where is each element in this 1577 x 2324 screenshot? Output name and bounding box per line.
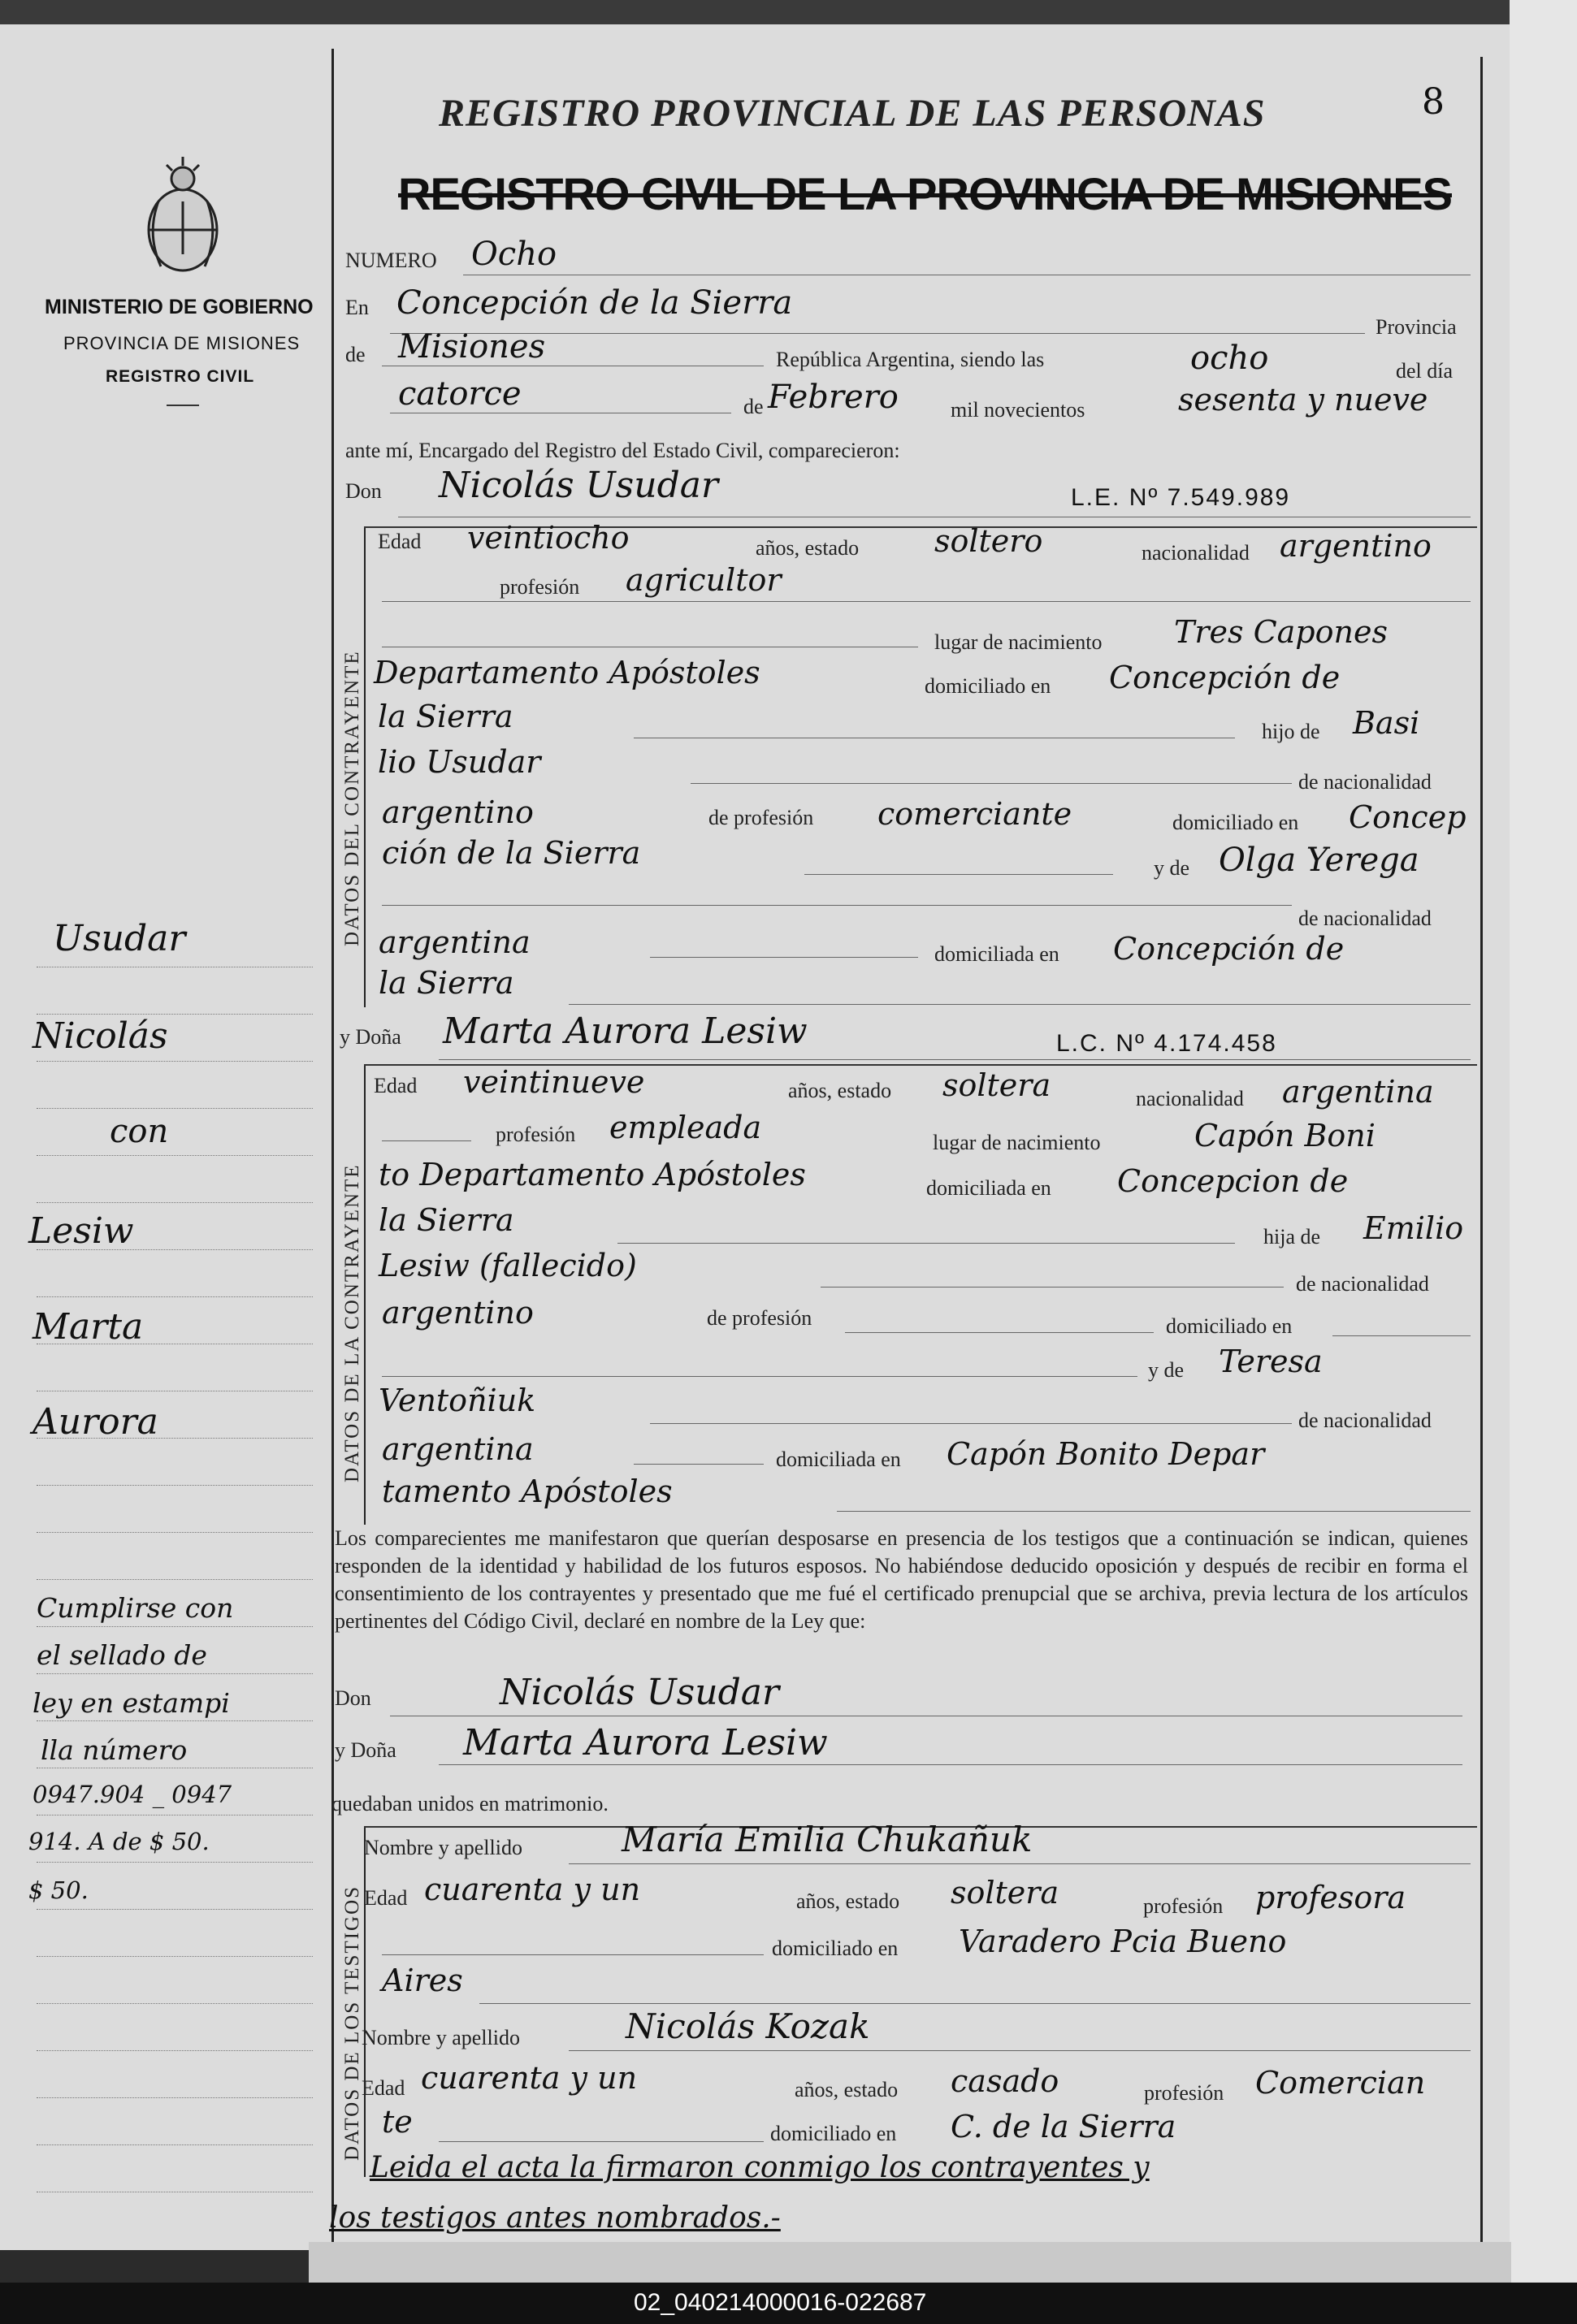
- bride-bracket: [364, 1066, 366, 1525]
- label-don: Don: [335, 1686, 371, 1710]
- field-padre-2: lio Usudar: [378, 744, 541, 780]
- field-novia-dom: Concepcion de: [1117, 1163, 1349, 1199]
- label-de-mes: de: [743, 395, 764, 418]
- field-novia-edad: veintinueve: [463, 1064, 645, 1100]
- field-t2-estado: casado: [951, 2063, 1059, 2099]
- field-novia-estado: soltera: [942, 1067, 1051, 1103]
- rule: [382, 905, 1292, 906]
- field-novia-lugar-nac-2: to Departamento Apóstoles: [379, 1157, 806, 1192]
- label-domiciliado-en: domiciliado en: [772, 1937, 899, 1960]
- label-nacionalidad: nacionalidad: [1142, 541, 1250, 565]
- label-de-nacionalidad: de nacionalidad: [1298, 907, 1432, 930]
- margin-dotted-line: [37, 1579, 313, 1580]
- label-de: de: [345, 343, 366, 366]
- label-y-de: y de: [1148, 1358, 1185, 1382]
- margin-dotted-line: [37, 1626, 313, 1627]
- field-t1-nombre: María Emilia Chukañuk: [622, 1820, 1033, 1859]
- rule: [439, 1764, 1462, 1765]
- rule: [617, 1243, 1235, 1244]
- margin-dotted-line: [37, 1249, 313, 1250]
- field-madre-novia-dom-2: tamento Apóstoles: [382, 1474, 673, 1509]
- label-anos-estado: años, estado: [796, 1889, 900, 1913]
- scanner-bottom-edge: [309, 2242, 1511, 2283]
- field-madre-novia-1: Teresa: [1219, 1344, 1323, 1379]
- label-don: Don: [345, 479, 382, 503]
- field-provincia: Misiones: [398, 328, 546, 366]
- rule: [439, 2141, 764, 2142]
- label-en: En: [345, 296, 369, 319]
- field-novia-nac: argentina: [1282, 1074, 1434, 1110]
- margin-dotted-line: [37, 1202, 313, 1203]
- field-madre-dom-2: la Sierra: [379, 965, 514, 1001]
- label-mil: mil novecientos: [951, 398, 1085, 422]
- label-profesion: profesión: [1144, 2081, 1224, 2105]
- field-t2-edad: cuarenta y un: [421, 2060, 638, 2096]
- margin-dotted-line: [37, 1438, 313, 1439]
- field-t1-estado: soltera: [951, 1875, 1059, 1911]
- rule: [634, 1464, 764, 1465]
- field-t2-prof-2: te: [382, 2104, 413, 2140]
- rule: [821, 1287, 1284, 1288]
- section-label-groom: DATOS DEL CONTRAYENTE: [341, 650, 363, 946]
- rule: [382, 1140, 471, 1141]
- field-numero: Ocho: [471, 236, 557, 273]
- label-edad: Edad: [378, 530, 422, 553]
- label-domiciliado-en: domiciliado en: [1172, 811, 1299, 834]
- margin-dotted-line: [37, 1532, 313, 1533]
- label-domiciliada-en: domiciliada en: [934, 942, 1059, 966]
- rule: [382, 1954, 764, 1955]
- field-padre-1: Basi: [1353, 705, 1420, 741]
- field-t1-edad: cuarenta y un: [424, 1872, 641, 1907]
- label-del-dia: del día: [1396, 359, 1454, 383]
- label-de-nacionalidad: de nacionalidad: [1298, 1409, 1432, 1432]
- label-nombre-apellido: Nombre y apellido: [364, 1836, 522, 1859]
- margin-name: Aurora: [32, 1401, 158, 1443]
- label-numero: NUMERO: [345, 249, 437, 272]
- field-novio: Nicolás Usudar: [439, 465, 719, 506]
- field-t1-dom-1: Varadero Pcia Bueno: [959, 1924, 1287, 1959]
- field-novio-dom: Concepción de: [1109, 660, 1341, 695]
- label-domiciliado-en: domiciliado en: [770, 2122, 897, 2145]
- margin-dotted-line: [37, 1673, 313, 1674]
- rule: [804, 874, 1113, 875]
- ministry-label: MINISTERIO DE GOBIERNO: [45, 296, 314, 318]
- rule: [382, 1376, 1137, 1377]
- rule: [479, 2003, 1471, 2004]
- margin-dotted-line: [37, 2050, 313, 2051]
- groom-bracket: [364, 528, 366, 1007]
- margin-note-line: el sellado de: [37, 1639, 207, 1671]
- field-novia-prof: empleada: [609, 1110, 762, 1145]
- section-label-bride: DATOS DE LA CONTRAYENTE: [341, 1163, 363, 1482]
- section-label-witnesses: DATOS DE LOS TESTIGOS: [341, 1885, 363, 2161]
- field-t1-dom-2: Aires: [382, 1963, 463, 1998]
- field-novio-prof: agricultor: [626, 562, 782, 598]
- field-decl-dona: Marta Aurora Lesiw: [463, 1722, 828, 1764]
- rule: [1332, 1335, 1471, 1336]
- margin-dotted-line: [37, 1862, 313, 1863]
- rule: [650, 957, 918, 958]
- field-madre-dom-1: Concepción de: [1113, 931, 1345, 967]
- field-novia: Marta Aurora Lesiw: [443, 1011, 808, 1052]
- margin-note-line: 0947.904 _ 0947: [32, 1781, 232, 1808]
- closing-line: los testigos antes nombrados.-: [329, 2201, 781, 2235]
- label-profesion: profesión: [496, 1123, 576, 1146]
- legal-paragraph: Los comparecientes me manifestaron que querían desposarse en presencia de los testigos que a continuación se indican, quienes responden de la identidad y habilidad de los futuros esposos. No habiéndose deducido oposición y después de recibir en forma el consentimiento de los contrayentes y presentado que me fué el certificado prenupcial que se archiva, previa lectura de los artículos pertinentes del Código Civil, declaré en nombre de la Ley que:: [335, 1526, 1468, 1633]
- label-hijo-de: hijo de: [1262, 720, 1320, 743]
- label-anos-estado: años, estado: [788, 1079, 892, 1102]
- field-madre-novia-dom-1: Capón Bonito Depar: [947, 1436, 1265, 1472]
- margin-dotted-line: [37, 2144, 313, 2145]
- label-profesion: profesión: [1143, 1894, 1224, 1918]
- field-padre-dom-1: Concep: [1349, 799, 1467, 835]
- label-ante: ante mí, Encargado del Registro del Estado Civil, comparecieron:: [345, 439, 900, 462]
- margin-note-line: 914. A de $ 50.: [28, 1828, 210, 1855]
- field-padre-nac: argentino: [382, 794, 534, 830]
- rule: [569, 1004, 1471, 1005]
- label-quedaban: quedaban unidos en matrimonio.: [331, 1792, 609, 1815]
- label-y-dona: y Doña: [335, 1738, 396, 1762]
- witnesses-bracket: [364, 1828, 366, 2177]
- left-margin-rule: [331, 49, 334, 2242]
- margin-dotted-line: [37, 1155, 313, 1156]
- rule: [837, 1511, 1471, 1512]
- label-y-dona: y Doña: [340, 1025, 401, 1049]
- field-madre-novia-nac: argentina: [382, 1431, 534, 1467]
- field-padre-novia-1: Emilio: [1363, 1210, 1464, 1246]
- label-domiciliadaen: domiciliada en: [776, 1448, 901, 1471]
- field-madre-novia-2: Ventoñiuk: [379, 1383, 536, 1418]
- margin-name: Lesiw: [28, 1210, 134, 1252]
- label-nacionalidad: nacionalidad: [1136, 1087, 1244, 1110]
- margin-name: Marta: [32, 1306, 144, 1348]
- label-hija-de: hija de: [1263, 1225, 1321, 1249]
- field-madre: Olga Yerega: [1219, 842, 1419, 879]
- scanner-right-edge: [1510, 0, 1577, 2324]
- field-anio: sesenta y nueve: [1178, 382, 1428, 418]
- label-de-nacionalidad: de nacionalidad: [1296, 1272, 1429, 1296]
- margin-dotted-line: [37, 1485, 313, 1486]
- rule: [569, 1863, 1471, 1864]
- margin-dotted-line: [37, 1061, 313, 1062]
- field-novio-edad: veintiocho: [467, 520, 630, 556]
- margin-dotted-line: [37, 1108, 313, 1109]
- national-coat-of-arms-icon: [138, 153, 227, 275]
- province-label: PROVINCIA DE MISIONES: [63, 333, 301, 353]
- scanner-top-edge: [0, 0, 1577, 26]
- margin-note-line: Cumplirse con: [37, 1592, 234, 1624]
- margin-dotted-line: [37, 2097, 313, 2098]
- margin-note-line: $ 50.: [28, 1876, 89, 1904]
- label-domiciliado-en: domiciliado en: [925, 674, 1051, 698]
- field-novia-doc: L.C. Nº 4.174.458: [1056, 1030, 1277, 1057]
- field-hora: ocho: [1190, 340, 1269, 377]
- field-novio-doc: L.E. Nº 7.549.989: [1071, 484, 1291, 511]
- field-t2-nombre: Nicolás Kozak: [626, 2006, 870, 2046]
- label-domiciliada-en: domiciliada en: [926, 1176, 1051, 1200]
- page-number: 8: [1422, 81, 1445, 123]
- label-de-profesion: de profesión: [707, 1306, 812, 1330]
- field-padre-dom-2: ción de la Sierra: [382, 835, 641, 871]
- right-margin-rule: [1480, 57, 1483, 2242]
- field-novio-dom2: la Sierra: [378, 699, 513, 734]
- field-lugar: Concepción de la Sierra: [396, 284, 793, 322]
- margin-dotted-line: [37, 1909, 313, 1910]
- rule: [845, 1332, 1154, 1333]
- label-anos-estado: años, estado: [795, 2078, 899, 2101]
- margin-note-line: lla número: [41, 1734, 188, 1766]
- label-lugar-nac: lugar de nacimiento: [934, 630, 1103, 654]
- label-profesion: profesión: [500, 575, 580, 599]
- field-padre-novia-nac: argentino: [382, 1295, 534, 1331]
- rule: [569, 2050, 1471, 2051]
- margin-dotted-line: [37, 1014, 313, 1015]
- label-edad: Edad: [362, 2076, 405, 2100]
- registry-label: REGISTRO CIVIL: [106, 367, 255, 386]
- stamp-heading: REGISTRO PROVINCIAL DE LAS PERSONAS: [439, 92, 1266, 135]
- label-de-profesion: de profesión: [708, 806, 814, 829]
- label-edad: Edad: [364, 1886, 408, 1910]
- margin-name: con: [110, 1113, 169, 1150]
- margin-name: Usudar: [53, 918, 186, 959]
- footer-code: 02_040214000016-022687: [634, 2289, 927, 2316]
- field-t1-prof: profesora: [1255, 1880, 1406, 1915]
- field-padre-novia-2: Lesiw (fallecido): [379, 1248, 637, 1283]
- field-madre-nac: argentina: [379, 924, 531, 960]
- margin-dotted-line: [37, 1956, 313, 1957]
- field-mes: Febrero: [768, 379, 899, 416]
- field-novio-lugar-nac2: Departamento Apóstoles: [374, 655, 760, 690]
- field-novia-lugar-nac-1: Capón Boni: [1194, 1118, 1376, 1153]
- label-lugar-nac: lugar de nacimiento: [933, 1131, 1101, 1154]
- rule: [650, 1423, 1292, 1424]
- margin-dotted-line: [37, 1296, 313, 1297]
- field-t2-prof-1: Comercian: [1255, 2065, 1426, 2101]
- rule: [691, 783, 1292, 784]
- label-republica: República Argentina, siendo las: [776, 348, 1045, 371]
- label-anos-estado: años, estado: [756, 536, 860, 560]
- label-domiciliado-en: domiciliado en: [1166, 1314, 1293, 1338]
- margin-name: Nicolás: [32, 1015, 168, 1057]
- field-novio-estado: soltero: [934, 523, 1043, 559]
- field-decl-don: Nicolás Usudar: [500, 1672, 780, 1713]
- field-novio-nac: argentino: [1280, 528, 1432, 564]
- field-novio-lugar-nac: Tres Capones: [1174, 614, 1388, 650]
- margin-note-line: ley en estampi: [32, 1687, 230, 1719]
- divider: [167, 405, 199, 406]
- label-y-de: y de: [1154, 856, 1190, 880]
- rule: [382, 601, 1471, 602]
- margin-dotted-line: [37, 2003, 313, 2004]
- label-de-nacionalidad: de nacionalidad: [1298, 770, 1432, 794]
- label-edad: Edad: [374, 1074, 418, 1097]
- field-novia-dom2: la Sierra: [379, 1202, 514, 1238]
- label-provincia: Provincia: [1376, 315, 1457, 339]
- label-nombre-apellido: Nombre y apellido: [362, 2026, 520, 2049]
- field-padre-prof: comerciante: [877, 796, 1072, 832]
- margin-dotted-line: [37, 1720, 313, 1721]
- document-title: REGISTRO CIVIL DE LA PROVINCIA DE MISIONES: [398, 168, 1452, 219]
- closing-line: Leida el acta la firmaron conmigo los contrayentes y: [370, 2151, 1150, 2184]
- field-t2-dom: C. de la Sierra: [951, 2109, 1176, 2144]
- rule: [439, 1059, 1471, 1060]
- field-dia: catorce: [398, 375, 522, 413]
